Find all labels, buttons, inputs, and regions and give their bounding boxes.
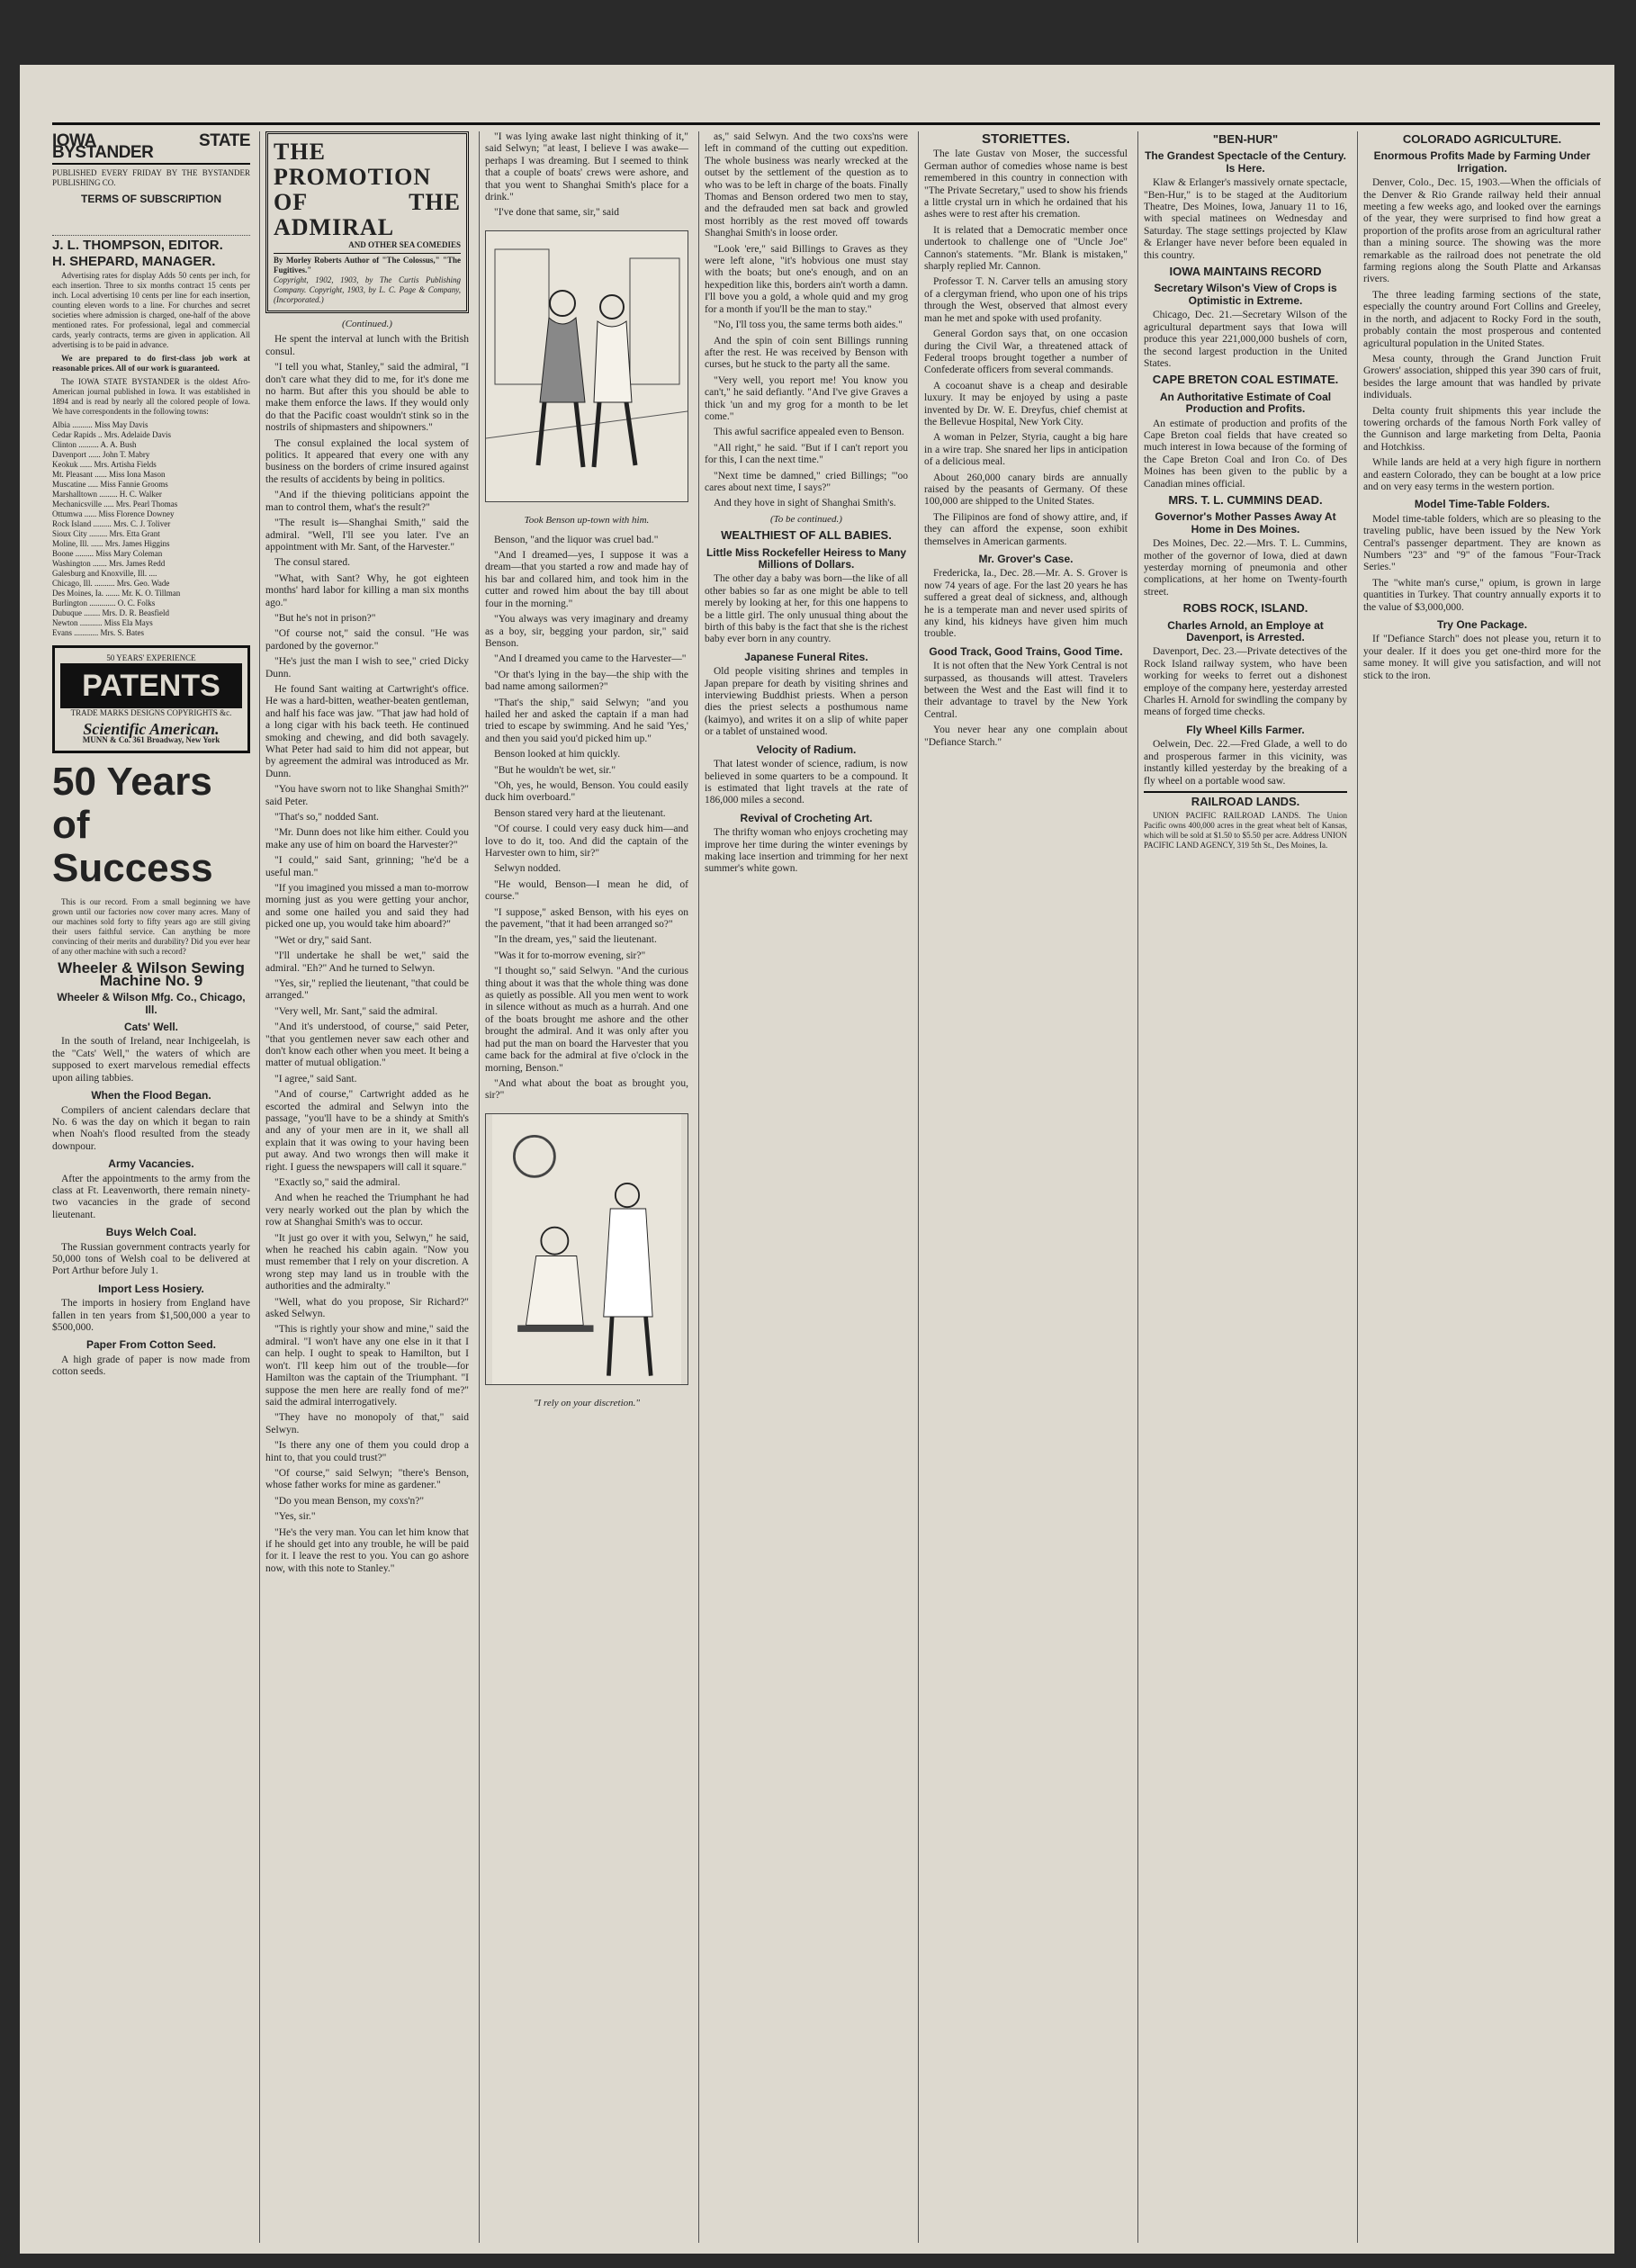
grover-text: Fredericka, Ia., Dec. 28.—Mr. A. S. Grover is now 74 years of age. For the last 20 years he has suffered a great deal of sickness, and, although he is a temperate man and never used spirits of any kind, his kidneys have given him much trouble. [924,568,1128,640]
story-paragraph: "And if the thieving politicians appoint the man to control them, what's the result?" [265,490,469,513]
munn-address: MUNN & Co. 361 Broadway, New York [82,735,220,745]
agent-entry: Keokuk ...... Mrs. Artisha Fields [52,460,157,470]
story-body-3 [705,131,908,510]
agents-intro: The IOWA STATE BYSTANDER is the oldest Afro-American journal published in Iowa. It was established in 1894 and is read by nearly all the colored people of Iowa. We have correspondents in the following towns: [52,377,250,417]
story-paragraph: "Very well, you report me! You know you can't," he said defiantly. "And I've give Graves a thick 'un and my grog for a month to be let come." [705,374,908,422]
storiettes-body [924,148,1128,548]
story-paragraph: "In the dream, yes," said the lieutenant. [494,934,657,946]
editor-name: J. L. THOMPSON, EDITOR. [52,238,223,254]
story-paragraph: And when he reached the Triumphant he had very nearly worked out the plan by which the row at Shanghai Smith's was to occur. [265,1192,469,1228]
story-paragraph: "He's just the man I wish to see," cried Dicky Dunn. [265,656,469,680]
flood-text: Compilers of ancient calendars declare that No. 6 was the day on which it began to rain when Noah's flood resulted from the steady downpour. [52,1104,250,1152]
years-of-success-ad [52,760,250,890]
story-paragraph: And the spin of coin sent Billings running after the rest. He was received by Benson with curses, but he stuck to the party all the same. [705,335,908,371]
story-paragraph: "You always was very imaginary and dreamy as a boy, sir, begging your pardon, sir," said Benson. [485,614,688,649]
paper-text: A high grade of paper is now made from cotton seeds. [52,1354,250,1378]
agent-entry: Davenport ...... John T. Mabry [52,450,150,460]
ben-hur-text: Klaw & Erlanger's massively ornate spectacle, "Ben-Hur," is to be staged at the Auditorium Theatre, Des Moines, Iowa, January 11 to 16, with special matinees on Wednesday and Saturday. The stage settings projected by Klaw & Erlanger have never before been equaled in this country. [1144,177,1347,261]
fly-wheel-text: Oelwein, Dec. 22.—Fred Glade, a well to do and prosperous farmer in this vicinity, was instantly killed yesterday by the breaking of a fly wheel on a portable wood saw. [1144,739,1347,787]
story-paragraph: "Wet or dry," said Sant. [274,934,373,946]
storiette-paragraph: Professor T. N. Carver tells an amusing story of a clergyman friend, who upon one of his trips through the West, observed that almost every man he met and spoke with used profanity. [924,276,1128,324]
story-paragraph: "And I dreamed—yes, I suppose it was a dream—that you started a row and made hay of his bar and collared him, and took him in the cutter and rowed him about the bay till about four in the morning." [485,550,688,609]
agent-entry: Evans ............ Mrs. S. Bates [52,628,144,638]
story-paragraph: Benson looked at him quickly. [494,749,621,760]
cape-breton-text: An estimate of production and profits of the Cape Breton coal fields that have created so much interest in Iowa because of the forming of the Cape Breton Coal and Iron Co. of Des Moines has been given to the public by a Canadian mines official. [1144,418,1347,490]
storiette-paragraph: The late Gustav von Moser, the successful German author of comedies whose name is best remembered in this country in connection with "The Private Secretary," used to show his friends a little crystal urn in which he ordained that his ashes were to rest after his cremation. [924,148,1128,220]
welsh-coal-text: The Russian government contracts yearly for 50,000 tons of Welsh coal to be delivered at Port Arthur before July 1. [52,1241,250,1277]
colorado-title: COLORADO AGRICULTURE. [1402,132,1562,146]
story-title: THE PROMOTION OF THE ADMIRAL [274,139,461,240]
story-paragraph: "No, I'll toss you, the same terms both aides." [714,320,903,331]
story-paragraph: He spent the interval at lunch with the British consul. [265,334,469,357]
agent-entry: Ottumwa ...... Miss Florence Downey [52,509,175,519]
agent-entry: Burlington ............. O. C. Folks [52,598,156,608]
flood-title: When the Flood Began. [91,1089,211,1102]
story-body-2a [485,131,688,220]
column-5 [918,131,1133,2243]
patents-years: 50 YEARS' EXPERIENCE [106,653,196,663]
welsh-coal-title: Buys Welch Coal. [105,1226,197,1239]
storiette-paragraph: A cocoanut shave is a cheap and desirable luxury. It may be enjoyed by using a paste invented by Dr. W. E. Dreyfus, chief chemist at the Bellevue Hospital, New York City. [924,380,1128,428]
story-paragraph: Benson stared very hard at the lieutenant. [494,807,666,819]
story-paragraph: as," said Selwyn. And the two coxs'ns were left in command of the cutting out expedition. The whole business was nearly wrecked at the outset by the settlement of the question as to who was to be left in charge of the boats. Finally Thomas and Benson ordered two men to stay, and the defrauded men sat back and growled most horribly as the rest moved off towards Shanghai Smith's in loose order. [705,131,908,239]
job-work-note: We are prepared to do first-class job work at reasonable prices. All of our work is guaranteed. [52,354,250,374]
wealthiest-babies-text: The other day a baby was born—the like of all other babies so far as one might be able to tell merely by looking at her, for this one happens to be a little girl. The only unusual thing about the birth of this baby is the fact that she is the richest baby ever born in any country. [705,573,908,645]
story-paragraph: "Or that's lying in the bay—the ship with the bad name among sailormen?" [485,669,688,693]
column-4 [698,131,913,2243]
iowa-record-text: Chicago, Dec. 21.—Secretary Wilson of the agricultural department says that Iowa will produce this year 221,000,000 bushels of corn, the second largest production in the United States. [1144,310,1347,369]
army-title: Army Vacancies. [108,1157,194,1171]
crocheting-title: Revival of Crocheting Art. [740,811,873,824]
story-paragraph: "I'll undertake he shall be wet," said the admiral. "Eh?" And he turned to Selwyn. [265,950,469,974]
model-folders-text: Model time-table folders, which are so pleasing to the traveling public, have been issued by the New York Central's passenger department. They are known as Numbers "23" and "9" of the famous "Four-Track Series." [1363,513,1601,573]
story-paragraph: Selwyn nodded. [494,863,562,875]
railroad-lands-title: RAILROAD LANDS. [1144,791,1347,807]
try-package-title: Try One Package. [1436,618,1528,632]
story-paragraph: "Look 'ere," said Billings to Graves as they were left alone, "it's hobvious one must stay with the boats; but one's enough, and on an hexpedition like this, borders ain't worth a damn. I'll bove you a gold, a whole quid and my grog for a month if you'll be the man to stay." [705,243,908,315]
hosiery-title: Import Less Hosiery. [98,1282,204,1295]
cummins-sub: Governor's Mother Passes Away At Home in Des Moines. [1155,510,1336,536]
agent-entry: Boone ......... Miss Mary Coleman [52,549,163,559]
story-paragraph: "That's so," nodded Sant. [274,812,379,824]
agent-entry: Mechanicsville ..... Mrs. Pearl Thomas [52,500,178,509]
colorado-text-5: While lands are held at a very high figure in northern and eastern Colorado, they can be bought at a low price and on very easy terms in the western portion. [1363,457,1601,492]
model-folders-title: Model Time-Table Folders. [1414,498,1551,511]
subscription-title: TERMS OF SUBSCRIPTION [80,192,221,205]
try-package-text: If "Defiance Starch" does not please you, return it to your dealer. If it does you get one-third more for the same money. It will give you satisfaction, and will not stick to the iron. [1363,634,1601,681]
grover-title: Mr. Grover's Case. [978,553,1074,565]
cummins-text: Des Moines, Dec. 22.—Mrs. T. L. Cummins, mother of the governor of Iowa, died at dawn yesterday morning of pneumonia and other complications, at her home on Twenty-fourth street. [1144,538,1347,598]
railroad-lands-text: UNION PACIFIC RAILROAD LANDS. The Union Pacific owns 400,000 acres in the great wheat belt of Kansas, which will be sold at $1.50 to $5.50 per acre. Address UNION PACIFIC LAND AGENCY, 319 5th St., Des Moines, Ia. [1144,811,1347,850]
agent-entry: Chicago, Ill. .......... Mrs. Geo. Wade [52,579,170,589]
advertising-rates: Advertising rates for display Adds 50 cents per inch, for each insertion. Three to six months contract 15 cents per inch. Local advertising 10 cents per line for each insertion, counting eleven words to a line. For churches and secret societies where admission is charged, one-half of the above mentioned rates. For professional, legal and commercial cards, yearly contracts, terms are given in application. All advertising is to be paid in advance. [52,271,250,350]
subscription-rates [52,208,250,236]
story-paragraph: "I suppose," asked Benson, with his eyes on the pavement, "that it had been arranged so?" [485,906,688,931]
cats-well-title: Cats' Well. [124,1021,178,1034]
agent-entry: Rock Island ......... Mrs. C. J. Toliver [52,519,171,529]
hosiery-text: The imports in hosiery from England have fallen in ten years from $1,500,000 a year to $500,000. [52,1298,250,1333]
column-6 [1137,131,1353,2243]
radium-text: That latest wonder of science, radium, is now believed in some quarters to be a compound. It is estimated that light travels at the rate of 186,000 miles a second. [705,759,908,806]
story-paragraph: This awful sacrifice appealed even to Benson. [714,427,904,438]
scientific-american: Scientific American. [83,720,220,739]
agent-entry: Des Moines, Ia. ....... Mr. K. O. Tillman [52,589,181,598]
story-paragraph: "This is rightly your show and mine," said the admiral. "I won't have any one else in it that I can help. I ought to speak to Hamilton, but I won't. I'll keep him out of the trouble—for Hamilton was the captain of the Triumphant. "I suppose the men here are really fond of me?" said the admiral interrogatively. [265,1324,469,1408]
story-paragraph: "And it's understood, of course," said Peter, "that you gentlemen never saw each other and don't know each other when you meet. It being a matter of mutual obligation." [265,1022,469,1069]
illustration-caption-2: "I rely on your discretion." [533,1398,641,1409]
story-paragraph: "Oh, yes, he would, Benson. You could easily duck him overboard." [485,779,688,804]
starch-note: You never hear any one complain about "Defiance Starch." [924,724,1128,748]
column-2 [259,131,474,2243]
agent-entry: Mt. Pleasant ...... Miss Iona Mason [52,470,166,480]
story-title-box [265,131,469,313]
manager-name: H. SHEPARD, MANAGER. [52,253,216,269]
iowa-record-title: IOWA MAINTAINS RECORD [1169,265,1322,279]
story-continued: (Continued.) [342,319,392,329]
story-paragraph: "I've done that same, sir," said [494,207,620,219]
story-paragraph: "He's the very man. You can let him know that if he should get into any trouble, he will be paid for it. I leave the rest to you. You can go ashore now, with this note to Stanley." [265,1526,469,1574]
storiette-paragraph: It is related that a Democratic member once undertook to challenge one of "Uncle Joe" Cannon's statements. "Mr. Blank is mistaken," sharply replied Mr. Cannon. [924,224,1128,273]
story-paragraph: "I could," said Sant, grinning; "he'd be a useful man." [265,855,469,878]
story-paragraph: "Well, what do you propose, Sir Richard?" asked Selwyn. [265,1296,469,1320]
robs-rock-island-text: Davenport, Dec. 23.—Private detectives of the Rock Island railway system, who have been working for weeks to ferret out a dishonest employe of the company here, yesterday arrested Charles H. Arnold for swindling the company by means of forged time checks. [1144,646,1347,718]
story-paragraph: "They have no monopoly of that," said Selwyn. [265,1412,469,1436]
agent-entry: Marshalltown ......... H. C. Walker [52,490,162,500]
agent-entry: Moline, Ill. ...... Mrs. James Higgins [52,539,170,549]
story-paragraph: "But he wouldn't be wet, sir." [494,764,616,776]
column-7 [1357,131,1606,2243]
colorado-text-3: Mesa county, through the Grand Junction Fruit Growers' association, shipped this year 390 cars of fruit, besides the large amount that was handled by private individuals. [1363,353,1601,401]
wheeler-text: This is our record. From a small beginning we have grown until our factories now cover many acres. Many of our machines sold forty to fifty years ago are still giving their users faithful service. Can anything be more convincing of their merits and durability? Did you ever hear of any other machine with such a record? [52,897,250,957]
japanese-funeral-title: Japanese Funeral Rites. [744,650,868,663]
story-byline: By Morley Roberts Author of "The Colossus," "The Fugitives." [274,253,461,275]
masthead-info: PUBLISHED EVERY FRIDAY BY THE BYSTANDER PUBLISHING CO. [52,167,250,187]
agent-entry: Albia .......... Miss May Davis [52,420,148,430]
story-paragraph: "He would, Benson—I mean he did, of course." [485,878,688,903]
story-copyright: Copyright, 1902, 1903, by The Curtis Publishing Company. Copyright, 1903, by L. C. Page & Company, (Incorporated.) [274,275,461,304]
story-paragraph: And they hove in sight of Shanghai Smith's. [714,498,896,509]
colorado-sub: Enormous Profits Made by Farming Under Irrigation. [1373,149,1591,175]
robs-rock-island-sub: Charles Arnold, an Employe at Davenport, is Arrested. [1167,618,1324,644]
crocheting-text: The thrifty woman who enjoys crocheting may improve her time during the winter evenings by making lace insertion and trimming for her next summer's white gown. [705,827,908,875]
patents-word: PATENTS [60,663,242,708]
wealthiest-babies-title: WEALTHIEST OF ALL BABIES. [721,528,892,543]
agent-entry: Clinton .......... A. A. Bush [52,440,137,450]
agent-entry: Washington ....... Mrs. James Redd [52,559,166,569]
illustration-caption-1: Took Benson up-town with him. [524,515,650,526]
story-paragraph: "I agree," said Sant. [274,1073,357,1084]
robs-rock-island-title: ROBS ROCK, ISLAND. [1182,601,1308,616]
wheeler-company: Wheeler & Wilson Mfg. Co., Chicago, Ill. [57,991,246,1016]
wealthiest-babies-sub: Little Miss Rockefeller Heiress to Many Millions of Dollars. [706,545,907,571]
cats-well-text: In the south of Ireland, near Inchigeelah, is the "Cats' Well," the waters of which are supposed to exert marvelous remedial effects upon ailing tabbies. [52,1036,250,1084]
agent-entry: Cedar Rapids .. Mrs. Adelaide Davis [52,430,171,440]
story-paragraph: "If you imagined you missed a man to-morrow morning just as you were getting your anchor, and some one hailed you and said they had picked one up, you would take him aboard?" [265,883,469,931]
story-paragraph: "Yes, sir." [274,1511,316,1523]
agent-entry: Dubuque ........ Mrs. D. R. Beasfield [52,608,169,618]
story-body-1 [265,334,469,1575]
colorado-text-1: Denver, Colo., Dec. 15, 1903.—When the officials of the Denver & Rio Grande railway held their annual meeting a few weeks ago, and looked over the earnings of the year, they were surprised to find how great a proportion of the profits arose from an agricultural rather than a mining source. The showing was the more remarkable as the railroad does not penetrate the old farming regions along the South Platte and Arkansas rivers. [1363,177,1601,285]
story-paragraph: "Very well, Mr. Sant," said the admiral. [274,1005,438,1017]
story-paragraph: "That's the ship," said Selwyn; "and you hailed her and asked the captain if a man had tried to escape by swimming. And he said 'Yes,' and then you said you'd picked him up." [485,697,688,744]
agent-entry: Galesburg and Knoxville, Ill. .... [52,569,157,579]
trains-title: Good Track, Good Trains, Good Time. [929,644,1123,658]
story-paragraph: "And of course," Cartwright added as he escorted the admiral and Selwyn into the passage, "you'll have to be a shindy at Smith's and any of your men are in it, we shall all explain that it was owing to your having been put away. And two wrongs then will make it right. I guess the newspapers will call it square." [265,1089,469,1173]
patents-lines: TRADE MARKS DESIGNS COPYRIGHTS &c. [70,708,232,718]
story-paragraph: "All right," he said. "But if I can't report you for this, I can the next time." [705,442,908,466]
agents-list [52,420,250,638]
newspaper-page [20,65,1614,2254]
story-paragraph: "Do you mean Benson, my coxs'n?" [274,1495,425,1507]
story-paragraph: "It just go over it with you, Selwyn," he said, when he reached his cabin again. "Now you must remember that I rely on your discretion. A wrong step may land us in trouble with the authorities and the admiralty." [265,1232,469,1292]
story-paragraph: "Mr. Dunn does not like him either. Could you make any use of him on board the Harvester?" [265,827,469,850]
agent-entry: Newton ........... Miss Ela Mays [52,618,153,628]
story-paragraph: "Of course. I could very easy duck him—and love to do it, too. And did the captain of the Harvester own to him, sir?" [485,824,688,859]
storiette-paragraph: About 260,000 canary birds are annually raised by the peasants of Germany. Of these 100,000 are shipped to the United States. [924,472,1128,508]
colorado-text-4: Delta county fruit shipments this year include the towering orchards of the famous North Fork valley of the Gunnison and large marketing from Delta, Paonia and Hotchkiss. [1363,405,1601,453]
storiettes-title: STORIETTES. [981,131,1071,147]
story-paragraph: "You have sworn not to like Shanghai Smith?" said Peter. [265,784,469,807]
story-paragraph: "Next time be damned," cried Billings; "'oo cares about next time, I says?" [705,470,908,493]
cape-breton-sub: An Authoritative Estimate of Coal Production and Profits. [1159,390,1332,416]
column-3 [479,131,694,2243]
colorado-text-2: The three leading farming sections of the state, especially the country around Fort Collins and Greeley, in the north, and adjacent to Rocky Ford in the south, probably contain the most prosperous and contented agricultural population in the United States. [1363,289,1601,349]
to-be-continued: (To be continued.) [770,513,842,525]
story-paragraph: "Is there any one of them you could drop a hint to, that you could trust?" [265,1440,469,1463]
opium-note: The "white man's curse," opium, is grown in large quantities in Turkey. That country annually exports it to the value of $3,000,000. [1363,577,1601,613]
illustration-cabin [485,1113,688,1385]
fly-wheel-title: Fly Wheel Kills Farmer. [1186,723,1305,736]
story-paragraph: "And I dreamed you came to the Harvester—" [494,653,687,665]
story-body-2b [485,535,688,1102]
story-paragraph: "I tell you what, Stanley," said the admiral, "I don't care what they did to me, for it's done me no harm. But after this you should be able to make them enforce the laws. If they would only do that the Pacific coast wouldn't stink so in the nostrils of shipmasters and shipowners." [265,362,469,434]
patents-ad [52,645,250,753]
top-rule [52,122,1600,125]
iowa-record-sub: Secretary Wilson's View of Crops is Optimistic in Extreme. [1154,282,1337,307]
story-paragraph: "The result is—Shanghai Smith," said the admiral. "Well, I'll see you later. I've an appointment with Mr. Sant, of the Harvester." [265,518,469,553]
story-paragraph: "But he's not in prison?" [274,612,376,624]
cummins-title: MRS. T. L. CUMMINS DEAD. [1168,492,1323,507]
story-paragraph: "I thought so," said Selwyn. "And the curious thing about it was that the whole thing was done as quietly as possible. All you men went to work in silence without as much as a hurrah. And one of the boats brought me ashore and the other brought the admiral. And it was only after you had put the man on board the Harvester that you came back for the admiral at five o'clock in the morning, Benson." [485,966,688,1074]
story-paragraph: Benson, "and the liquor was cruel bad." [494,534,659,545]
storiette-paragraph: The Filipinos are fond of showy attire, and, if they can afford the expense, soon exhibit themselves in American garments. [924,511,1128,547]
story-paragraph: "And what about the boat as brought you, sir?" [485,1077,688,1102]
column-1 [52,131,256,2243]
army-text: After the appointments to the army from the class at Ft. Leavenworth, there remain ninety-two vacancies in the grade of second lieutenant. [52,1173,250,1220]
story-title-side: AND OTHER SEA COMEDIES [348,240,461,249]
story-paragraph: "Was it for to-morrow evening, sir?" [494,950,646,961]
agent-entry: Muscatine ..... Miss Fannie Grooms [52,480,168,490]
story-paragraph: "I was lying awake last night thinking of it," said Selwyn; "at least, I believe I was awake—perhaps I was dreaming. But I seemed to think that a couple of boats' crews were ashore, and that you went to Shanghai Smith's place for a drink." [485,131,688,203]
illustration-sailors-street [485,230,688,502]
masthead-title: IOWA STATE BYSTANDER [52,131,250,165]
storiette-paragraph: General Gordon says that, on one occasion during the Civil War, a threatened attack of Federal troops brought together a number of Confederate officers from several commands. [924,328,1128,376]
japanese-funeral-text: Old people visiting shrines and temples in Japan prepare for death by visiting shrines and interviewing Buddhist priests. When a person dies the priest selects a posthumous name (kaimyo), and writes it on a slip of white paper or a tablet of unstained wood. [705,666,908,738]
story-paragraph: "Exactly so," said the admiral. [274,1177,400,1188]
wheeler-title: Wheeler & Wilson Sewing Machine No. 9 [58,959,245,989]
story-paragraph: "What, with Sant? Why, he got eighteen months' hard labor for killing a man six months ago." [265,572,469,608]
ben-hur-sub: The Grandest Spectacle of the Century. Is Here. [1145,149,1346,175]
story-paragraph: The consul stared. [274,557,350,569]
ben-hur-title: "BEN-HUR" [1212,132,1279,146]
years-of-success: 50 Years of Success [52,760,213,891]
cape-breton-title: CAPE BRETON COAL ESTIMATE. [1152,373,1339,387]
story-paragraph: "Yes, sir," replied the lieutenant, "that could be arranged." [265,977,469,1002]
radium-title: Velocity of Radium. [756,742,857,756]
paper-title: Paper From Cotton Seed. [85,1338,217,1352]
story-paragraph: "Of course," said Selwyn; "there's Benson, whose father works for mine as gardener." [265,1467,469,1491]
story-paragraph: "Of course not," said the consul. "He was pardoned by the governor." [265,628,469,652]
trains-text: It is not often that the New York Central is not surpassed, as thousands will attest. Travelers between the West and the East will find it to their advantage to travel by the New York Central. [924,661,1128,720]
storiette-paragraph: A woman in Pelzer, Styria, caught a big hare in a wire trap. She snared her lips in anticipation of a delicious meal. [924,432,1128,468]
story-paragraph: The consul explained the local system of politics. It appeared that every one with any business on the borders of crime insured against the results of accidents by being in politics. [265,437,469,485]
agent-entry: Sioux City ......... Mrs. Etta Grant [52,529,160,539]
story-paragraph: He found Sant waiting at Cartwright's office. He was a hard-bitten, weather-beaten gentleman, and half his face was jaw. "That jaw had hold of a long cigar with his back teeth. He continued smoking and chewing, and did both savagely. What Peter had said to him did not appear, but by agreement the admiral was introduced as Mr. Dunn. [265,683,469,779]
